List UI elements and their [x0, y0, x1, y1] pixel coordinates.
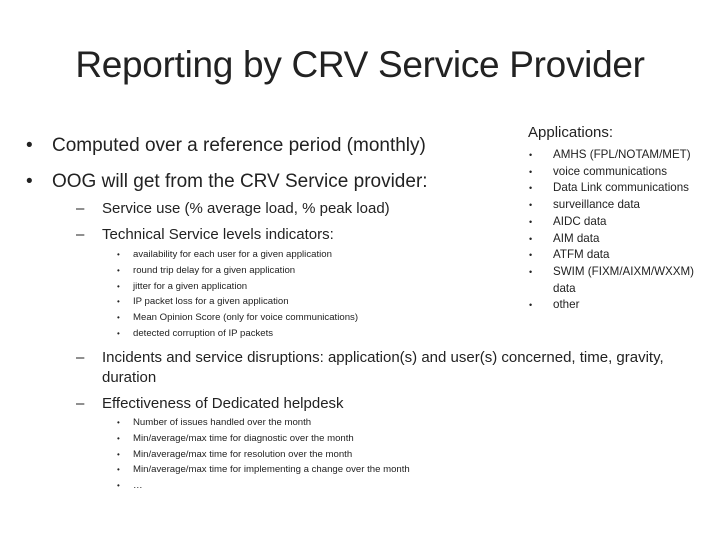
applications-list — [529, 147, 719, 314]
application-item: • other — [529, 298, 580, 312]
bullet-text: OOG will get from the CRV Service provider: — [52, 171, 428, 192]
bullet-oog: • OOG will get from the CRV Service provider: — [26, 171, 428, 192]
helpdesk-item: • … — [117, 480, 143, 491]
application-text: AIM data — [553, 231, 600, 245]
tech-indicator-item: • availability for each user for a given application — [117, 249, 332, 260]
tech-indicator-text: IP packet loss for a given application — [133, 296, 289, 307]
tech-indicator-text: detected corruption of IP packets — [133, 328, 274, 339]
tech-indicator-text: round trip delay for a given application — [133, 265, 296, 276]
application-item: • voice communications — [529, 164, 668, 178]
helpdesk-text: … — [133, 480, 143, 491]
tech-indicator-item: • Mean Opinion Score (only for voice communications) — [117, 312, 359, 323]
tech-indicator-item: • jitter for a given application — [117, 281, 248, 292]
subitem-tech-levels: – Technical Service levels indicators: — [76, 226, 334, 243]
application-item: • AIDC data — [529, 214, 607, 228]
tech-indicator-text: availability for each user for a given application — [133, 249, 332, 260]
subitem-text: Incidents and service disruptions: application(s) and user(s) concerned, time, gravity, duration — [102, 349, 664, 386]
application-text: Data Link communications — [553, 181, 689, 195]
application-item: • surveillance data — [529, 198, 641, 212]
helpdesk-item: • Min/average/max time for resolution over the month — [117, 449, 353, 460]
tech-indicator-item: • round trip delay for a given application — [117, 265, 296, 276]
application-text: voice communications — [553, 164, 668, 178]
helpdesk-text: Number of issues handled over the month — [133, 417, 312, 428]
helpdesk-text: Min/average/max time for resolution over the month — [133, 449, 353, 460]
tech-indicator-text: Mean Opinion Score (only for voice communications) — [133, 312, 359, 323]
helpdesk-item: • Min/average/max time for implementing a change over the month — [117, 464, 410, 475]
application-item: • AIM data — [529, 231, 600, 245]
applications-title: Applications: — [528, 124, 614, 141]
slide-title: Reporting by CRV Service Provider — [75, 44, 645, 85]
subitem-helpdesk: – Effectiveness of Dedicated helpdesk — [76, 395, 344, 412]
subitem-service-use: – Service use (% average load, % peak load) — [76, 200, 390, 217]
tech-indicator-item: • detected corruption of IP packets — [117, 328, 274, 339]
application-text: AIDC data — [553, 214, 607, 228]
application-text: ATFM data — [553, 248, 610, 262]
application-text: other — [553, 298, 580, 312]
application-item: • Data Link communications — [529, 181, 689, 195]
helpdesk-item: • Number of issues handled over the month — [117, 417, 312, 428]
subitem-text: Effectiveness of Dedicated helpdesk — [102, 395, 344, 412]
helpdesk-item: • Min/average/max time for diagnostic over the month — [117, 433, 354, 444]
helpdesk-text: Min/average/max time for diagnostic over the month — [133, 433, 354, 444]
tech-indicator-item: • IP packet loss for a given application — [117, 296, 289, 307]
subitem-text: Service use (% average load, % peak load) — [102, 200, 390, 217]
application-text: AMHS (FPL/NOTAM/MET) — [553, 148, 691, 161]
application-item: • ATFM data — [529, 248, 610, 262]
tech-indicator-text: jitter for a given application — [133, 281, 248, 292]
subitem-text: Technical Service levels indicators: — [102, 226, 334, 243]
bullet-computed-period: • Computed over a reference period (monthly) — [26, 135, 426, 156]
subitem-incidents: – Incidents and service disruptions: application(s) and user(s) concerned, time, gravity, duration — [76, 348, 676, 388]
application-text: SWIM (FIXM/AIXM/WXXM) data — [553, 264, 695, 295]
bullet-text: Computed over a reference period (monthly) — [52, 135, 426, 156]
application-text: surveillance data — [553, 198, 641, 212]
helpdesk-text: Min/average/max time for implementing a change over the month — [133, 464, 410, 475]
application-item: • AMHS (FPL/NOTAM/MET) — [529, 148, 691, 161]
application-item: • SWIM (FIXM/AIXM/WXXM) data — [529, 264, 695, 295]
